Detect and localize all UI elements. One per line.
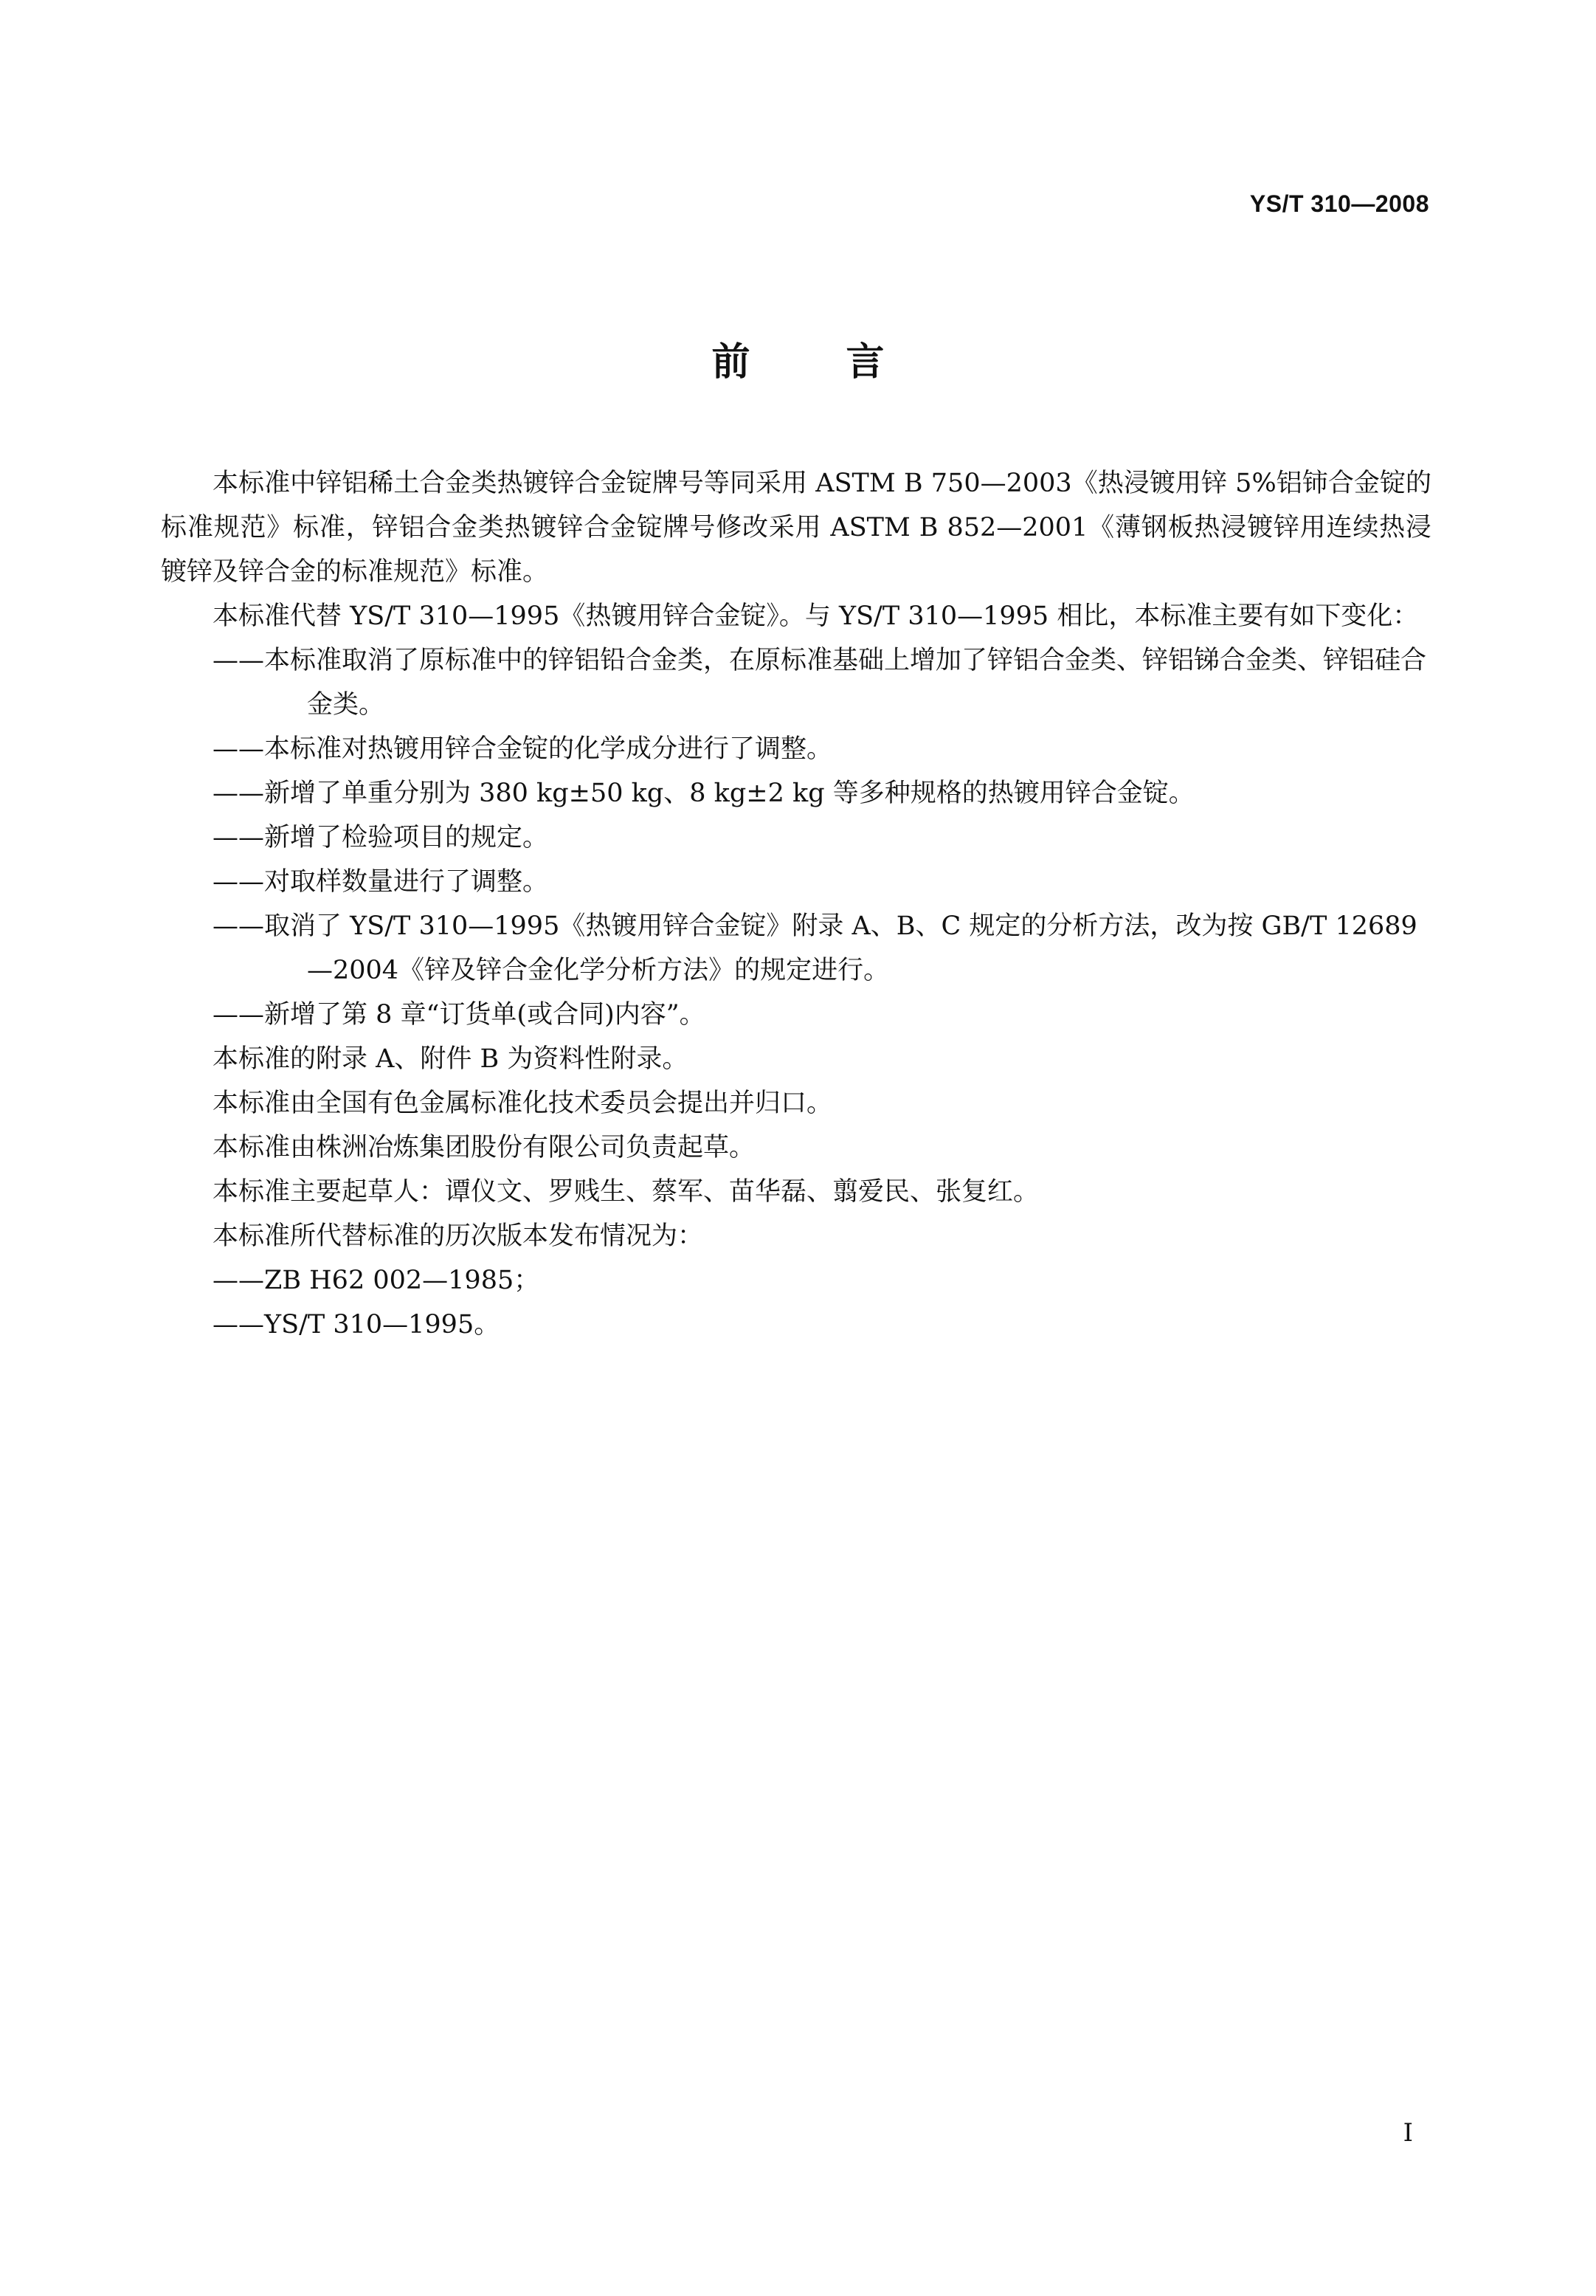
- history-item: ——ZB H62 002—1985；: [213, 1266, 540, 1295]
- note-line: 本标准所代替标准的历次版本发布情况为：: [213, 1221, 704, 1251]
- note-line: 本标准由株洲冶炼集团股份有限公司负责起草。: [213, 1133, 756, 1162]
- change-item: ——本标准对热镀用锌合金锭的化学成分进行了调整。: [213, 734, 833, 764]
- page-number: I: [1403, 2118, 1413, 2148]
- paragraph-replacement: 本标准代替 YS/T 310—1995《热镀用锌合金锭》。与 YS/T 310—1995 相比，本标准主要有如下变化：: [213, 601, 1419, 631]
- standard-code: YS/T 310—2008: [1249, 190, 1429, 217]
- foreword-body: [161, 461, 1431, 1347]
- history-item: ——YS/T 310—1995。: [213, 1310, 500, 1340]
- change-item: ——取消了 YS/T 310—1995《热镀用锌合金锭》附录 A、B、C 规定的分析方法，改为按 GB/T 12689—2004《锌及锌合金化学分析方法》的规定进行。: [213, 911, 1417, 985]
- change-item: ——新增了单重分别为 380 kg±50 kg、8 kg±2 kg 等多种规格的热镀用锌合金锭。: [213, 779, 1195, 808]
- change-item: ——新增了第 8 章“订货单(或合同)内容”。: [213, 1000, 705, 1030]
- note-line: 本标准的附录 A、附件 B 为资料性附录。: [213, 1044, 688, 1074]
- paragraph-adoption: 本标准中锌铝稀土合金类热镀锌合金锭牌号等同采用 ASTM B 750—2003《热浸镀用锌 5%铝铈合金锭的标准规范》标准，锌铝合金类热镀锌合金锭牌号修改采用 ASTM B 852—2001《薄钢板热浸镀锌用连续热浸镀锌及锌合金的标准规范》标准。: [161, 469, 1431, 587]
- change-item: ——对取样数量进行了调整。: [213, 867, 549, 897]
- change-item: ——新增了检验项目的规定。: [213, 823, 549, 852]
- note-line: 本标准由全国有色金属标准化技术委员会提出并归口。: [213, 1089, 833, 1118]
- note-line: 本标准主要起草人：谭仪文、罗贱生、蔡军、苗华磊、翦爱民、张复红。: [213, 1177, 1040, 1207]
- page-title: 前言: [711, 340, 981, 385]
- change-item: ——本标准取消了原标准中的锌铝铅合金类，在原标准基础上增加了锌铝合金类、锌铝锑合金类、锌铝硅合金类。: [213, 646, 1427, 720]
